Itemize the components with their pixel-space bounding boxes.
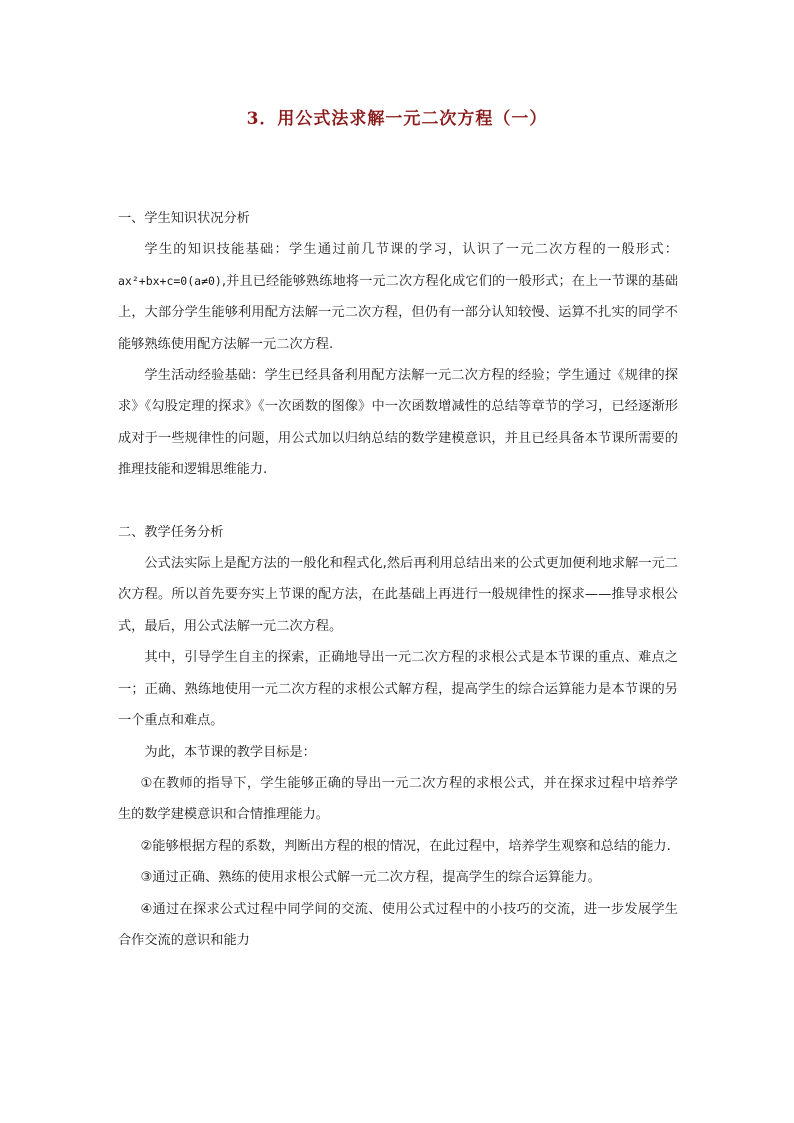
goal-item-3: ③通过正确、熟练的使用求根公式解一元二次方程，提高学生的综合运算能力。 bbox=[140, 870, 601, 886]
paragraph-formula-method: 公式法实际上是配方法的一般化和程式化,然后再利用总结出来的公式更加便利地求解一元二次方程。所以首先要夯实上节课的配方法，在此基础上再进行一般规律性的探求——推导求根公式，最后，用公式法解一元二次方程。 bbox=[118, 556, 678, 634]
paragraph-goals-intro: 为此，本节课的教学目标是： bbox=[144, 744, 316, 760]
section-heading-student-analysis: 一、学生知识状况分析 bbox=[118, 211, 250, 226]
section-spacer bbox=[118, 486, 678, 517]
paragraph-knowledge-basis bbox=[118, 234, 678, 360]
paragraph-knowledge-basis-rest: ,并且已经能够熟练地将一元二次方程化成它们的一般形式；在上一节课的基础上，大部分学生能够利用配方法解一元二次方程，但仍有一部分认知较慢、运算不扎实的同学不能够熟练使用配方法解一元二次方程. bbox=[118, 273, 678, 352]
goal-item-4: ④通过在探求公式过程中同学间的交流、使用公式过程中的小技巧的交流，进一步发展学生合作交流的意识和能力 bbox=[118, 901, 678, 948]
quadratic-general-form-formula: ax²+bx+c=0(a≠0) bbox=[118, 273, 222, 288]
document-title: 3．用公式法求解一元二次方程（一） bbox=[246, 109, 548, 129]
document-body bbox=[118, 203, 678, 956]
paragraph-key-points: 其中，引导学生自主的探索，正确地导出一元二次方程的求根公式是本节课的重点、难点之一；正确、熟练地使用一元二次方程的求根公式解方程，提高学生的综合运算能力是本节课的另一个重点和难点。 bbox=[118, 650, 678, 729]
paragraph-knowledge-basis-start: 学生的知识技能基础：学生通过前几节课的学习，认识了一元二次方程的一般形式： bbox=[144, 242, 678, 258]
goal-item-1: ①在教师的指导下，学生能够正确的导出一元二次方程的求根公式，并在探求过程中培养学生的数学建模意识和合情推理能力。 bbox=[118, 775, 678, 823]
section-heading-task-analysis: 二、教学任务分析 bbox=[118, 524, 224, 540]
goal-item-2: ②能够根据方程的系数，判断出方程的根的情况，在此过程中，培养学生观察和总结的能力. bbox=[140, 838, 671, 854]
paragraph-activity-basis: 学生活动经验基础：学生已经具备利用配方法解一元二次方程的经验；学生通过《规律的探求》《勾股定理的探求》《一次函数的图像》中一次函数增减性的总结等章节的学习，已经逐渐形成对于一些规律性的问题，用公式加以归纳总结的数学建模意识，并且已经具备本节课所需要的推理技能和逻辑思维能力. bbox=[118, 368, 678, 478]
